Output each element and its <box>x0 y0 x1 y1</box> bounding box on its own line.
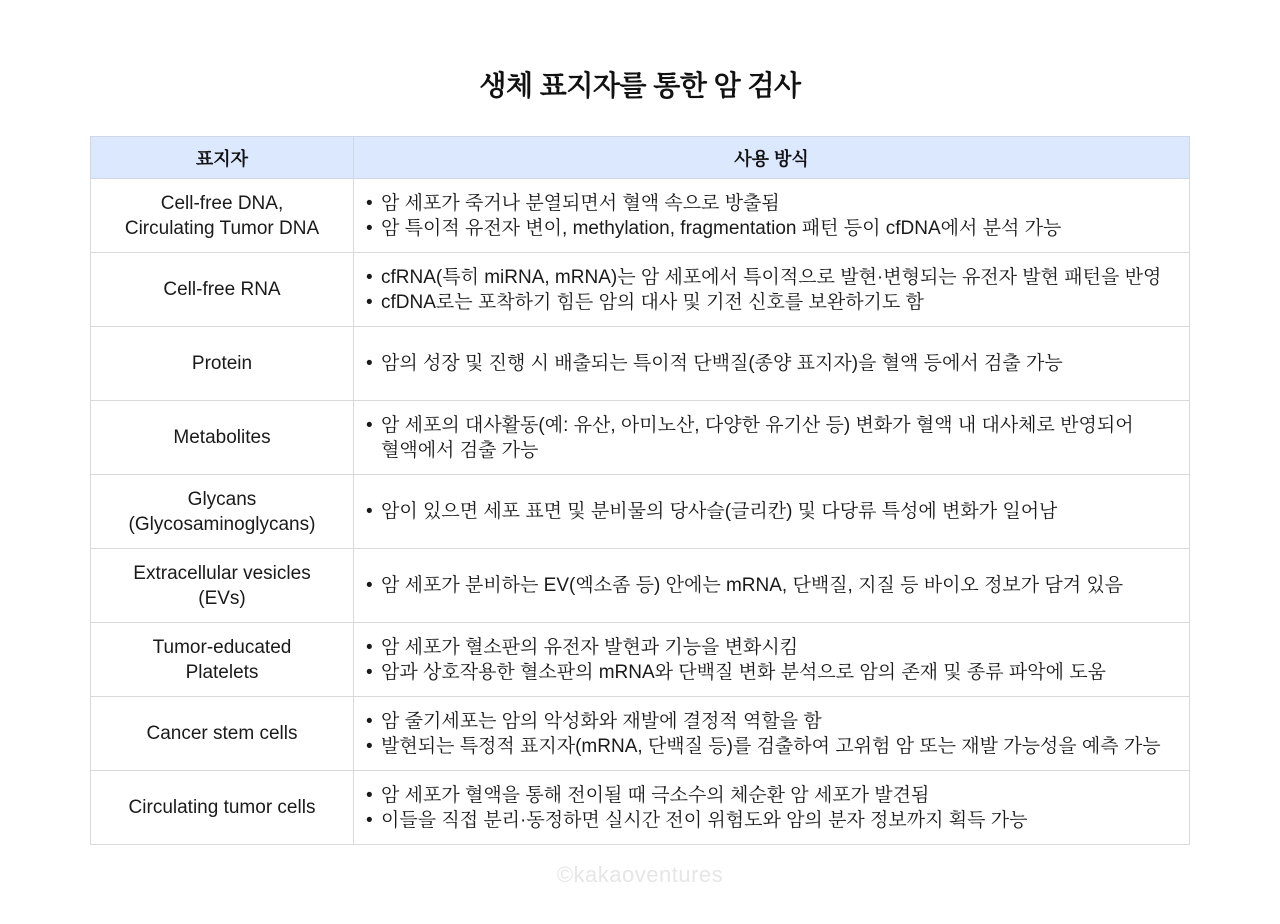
marker-name-line: Platelets <box>185 661 259 683</box>
bullet-icon: • <box>366 414 373 436</box>
marker-cell <box>91 179 354 253</box>
usage-cell <box>354 697 1190 771</box>
usage-cell <box>354 549 1190 623</box>
marker-cell <box>91 623 354 697</box>
marker-name-line: Circulating tumor cells <box>128 797 316 818</box>
bullet-icon: • <box>366 636 373 658</box>
marker-cell <box>91 401 354 475</box>
usage-bullet: • 암 세포가 혈액을 통해 전이될 때 극소수의 체순환 암 세포가 발견됨 <box>366 784 930 806</box>
bullet-icon: • <box>366 353 373 374</box>
table-row <box>91 549 1190 623</box>
marker-name-line: (Glycosaminoglycans) <box>128 513 316 535</box>
marker-name-line: Cell-free DNA, <box>160 192 284 214</box>
table-row <box>91 179 1190 253</box>
marker-name-line: Tumor-educated <box>152 636 292 658</box>
bullet-icon: • <box>366 266 373 288</box>
marker-cell <box>91 549 354 623</box>
biomarker-table <box>90 136 1190 845</box>
table-row <box>91 253 1190 327</box>
usage-bullet: • 암 특이적 유전자 변이, methylation, fragmentation 패턴 등이 cfDNA에서 분석 가능 <box>366 217 1062 239</box>
bullet-icon: • <box>366 575 373 596</box>
bullet-icon: • <box>366 291 373 313</box>
usage-bullet: • 암과 상호작용한 혈소판의 mRNA와 단백질 변화 분석으로 암의 존재 및 종류 파악에 도움 <box>366 661 1106 683</box>
marker-name-line: Protein <box>191 353 253 374</box>
usage-cell <box>354 327 1190 401</box>
usage-bullet: • 이들을 직접 분리·동정하면 실시간 전이 위험도와 암의 분자 정보까지 획득 가능 <box>366 809 1028 831</box>
usage-cell <box>354 253 1190 327</box>
marker-name-line: Metabolites <box>173 427 271 448</box>
usage-cell <box>354 401 1190 475</box>
usage-bullet: • 암이 있으면 세포 표면 및 분비물의 당사슬(글리칸) 및 다당류 특성에 변화가 일어남 <box>366 501 1058 522</box>
bullet-icon: • <box>366 735 373 757</box>
bullet-icon: • <box>366 809 373 831</box>
table-row <box>91 475 1190 549</box>
bullet-icon: • <box>366 501 373 522</box>
usage-cell <box>354 771 1190 845</box>
usage-bullet: • 암의 성장 및 진행 시 배출되는 특이적 단백질(종양 표지자)을 혈액 등에서 검출 가능 <box>366 353 1063 374</box>
bullet-icon: • <box>366 784 373 806</box>
marker-cell <box>91 327 354 401</box>
usage-bullet: • 발현되는 특정적 표지자(mRNA, 단백질 등)를 검출하여 고위험 암 또는 재발 가능성을 예측 가능 <box>366 735 1161 757</box>
usage-bullet: • 암 줄기세포는 암의 악성화와 재발에 결정적 역할을 함 <box>366 710 822 732</box>
marker-name-line: Glycans <box>187 488 257 510</box>
usage-bullet: • cfRNA(특히 miRNA, mRNA)는 암 세포에서 특이적으로 발현·변형되는 유전자 발현 패턴을 반영 <box>366 266 1162 288</box>
usage-bullet: • 암 세포가 죽거나 분열되면서 혈액 속으로 방출됨 <box>366 192 780 214</box>
table-row <box>91 327 1190 401</box>
usage-cell <box>354 475 1190 549</box>
marker-name-line: Cell-free RNA <box>163 279 281 300</box>
bullet-icon: • <box>366 661 373 683</box>
table-header-row <box>91 137 1190 179</box>
watermark: ©kakaoventures <box>556 862 724 887</box>
table-row <box>91 623 1190 697</box>
marker-cell <box>91 253 354 327</box>
marker-name-line: (EVs) <box>198 587 246 609</box>
bullet-icon: • <box>366 192 373 214</box>
table-row <box>91 401 1190 475</box>
marker-cell <box>91 475 354 549</box>
table-row <box>91 697 1190 771</box>
column-header-usage: 사용 방식 <box>354 137 1190 179</box>
usage-bullet: • cfDNA로는 포착하기 힘든 암의 대사 및 기전 신호를 보완하기도 함 <box>366 291 924 313</box>
usage-cell <box>354 179 1190 253</box>
marker-name-line: Cancer stem cells <box>146 723 298 744</box>
usage-bullet: • 암 세포가 분비하는 EV(엑소좀 등) 안에는 mRNA, 단백질, 지질 등 바이오 정보가 담겨 있음 <box>366 575 1124 596</box>
column-header-marker: 표지자 <box>91 137 354 179</box>
usage-cell <box>354 623 1190 697</box>
bullet-icon: • <box>366 217 373 239</box>
marker-name-line: Extracellular vesicles <box>133 562 311 584</box>
marker-cell <box>91 771 354 845</box>
usage-bullet: • 암 세포가 혈소판의 유전자 발현과 기능을 변화시킴 <box>366 636 799 658</box>
usage-bullet: • 암 세포의 대사활동(예: 유산, 아미노산, 다양한 유기산 등) 변화가 혈액 내 대사체로 반영되어 혈액에서 검출 가능 <box>366 414 1134 461</box>
bullet-icon: • <box>366 710 373 732</box>
page-title: 생체 표지자를 통한 암 검사 <box>479 70 801 101</box>
marker-cell <box>91 697 354 771</box>
table-row <box>91 771 1190 845</box>
marker-name-line: Circulating Tumor DNA <box>124 217 320 239</box>
